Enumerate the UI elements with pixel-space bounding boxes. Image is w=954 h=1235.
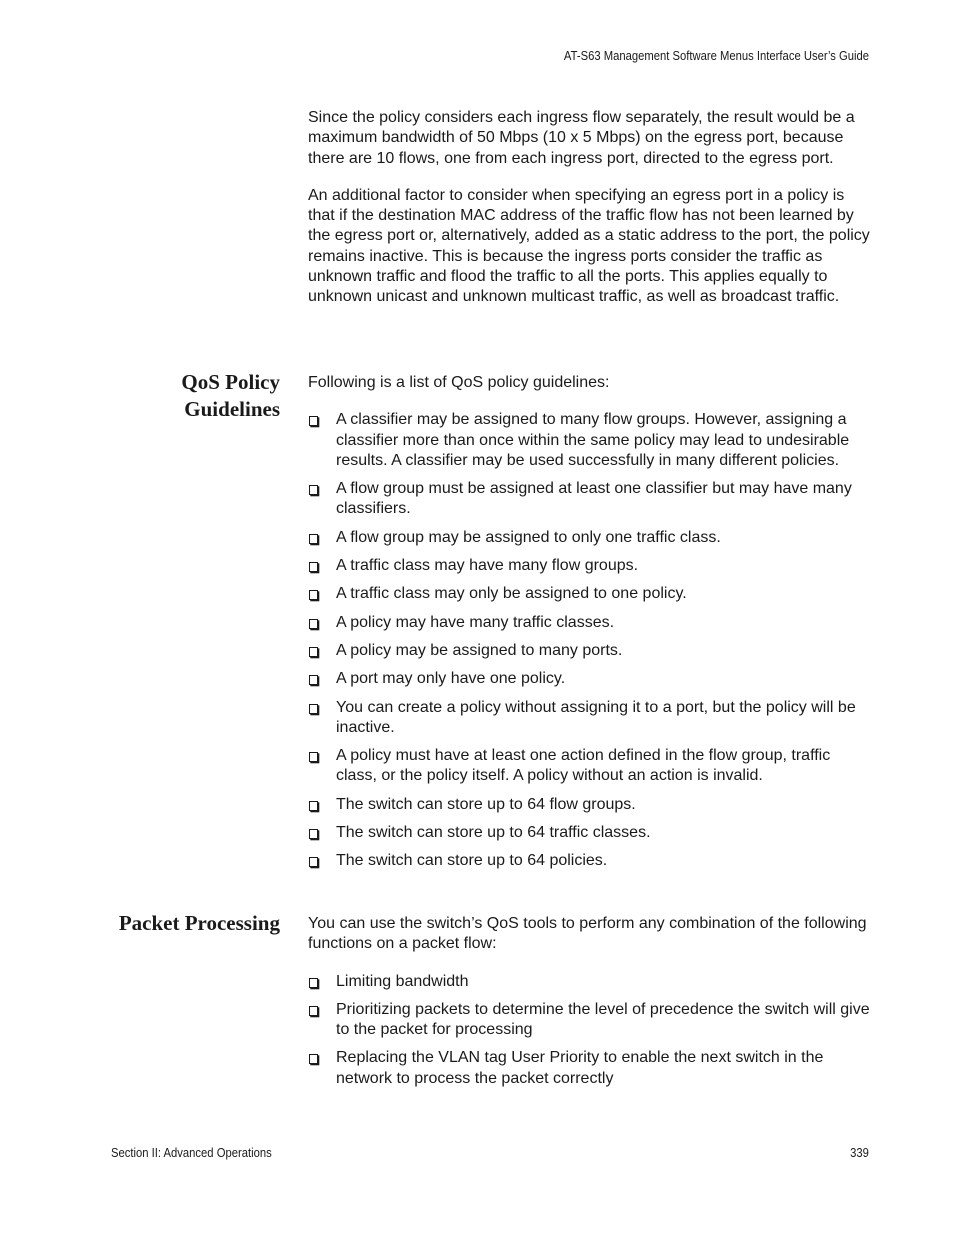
section-body — [308, 373, 870, 880]
list-item — [308, 669, 870, 689]
checkbox-bullet-icon — [309, 647, 318, 657]
section-heading: Packet Processing — [118, 911, 280, 935]
checkbox-bullet-icon — [309, 534, 318, 544]
checkbox-bullet-icon — [309, 704, 318, 714]
section-lead: Following is a list of QoS policy guidelines: — [308, 374, 610, 391]
list-item — [308, 1048, 870, 1089]
list-item — [308, 698, 870, 739]
list-item-text: A policy may have many traffic classes. — [336, 613, 615, 631]
list-item — [308, 528, 870, 548]
checkbox-bullet-icon — [309, 1054, 318, 1064]
section-body — [308, 914, 870, 1097]
checkbox-bullet-icon — [309, 752, 318, 762]
checkbox-bullet-icon — [309, 619, 318, 629]
intro-text — [308, 108, 870, 325]
list-item-text: A classifier may be assigned to many flow groups. However, assigning a classifier more than once within the same policy may lead to undesirable results. A classifier may be used successfully in many different policies. — [336, 411, 850, 469]
list-item-text: The switch can store up to 64 traffic classes. — [336, 824, 651, 842]
list-item — [308, 556, 870, 576]
list-item-text: You can create a policy without assigning it to a port, but the policy will be inactive. — [336, 698, 856, 736]
intro-paragraph: An additional factor to consider when specifying an egress port in a policy is that if the destination MAC address of the traffic flow has not been learned by the egress port or, alternatively, added as a static address to the port, the policy remains inactive. This is because the ingress ports consider the traffic as unknown traffic and flood the traffic to all the ports. This applies equally to unknown unicast and unknown multicast traffic, as well as broadcast traffic. — [308, 186, 870, 306]
checkbox-bullet-icon — [309, 1006, 318, 1016]
section-heading-line: Guidelines — [184, 397, 280, 421]
list-item-text: Replacing the VLAN tag User Priority to enable the next switch in the network to process the packet correctly — [336, 1049, 824, 1087]
list-item-text: A flow group may be assigned to only one traffic class. — [336, 528, 721, 546]
functions-list — [308, 972, 870, 1089]
checkbox-bullet-icon — [309, 562, 318, 572]
running-header: AT-S63 Management Software Menus Interface User’s Guide — [563, 49, 869, 63]
checkbox-bullet-icon — [309, 590, 318, 600]
list-item-text: A policy may be assigned to many ports. — [336, 641, 623, 659]
list-item-text: The switch can store up to 64 flow groups. — [336, 795, 636, 813]
list-item-text: A port may only have one policy. — [336, 670, 566, 688]
list-item-text: A flow group must be assigned at least one classifier but may have many classifiers. — [336, 480, 852, 518]
list-item — [308, 410, 870, 471]
list-item-text: A traffic class may only be assigned to one policy. — [336, 585, 687, 603]
checkbox-bullet-icon — [309, 675, 318, 685]
list-item — [308, 1000, 870, 1041]
footer-section-label: Section II: Advanced Operations — [111, 1146, 272, 1160]
guidelines-list — [308, 410, 870, 871]
list-item — [308, 795, 870, 815]
checkbox-bullet-icon — [309, 801, 318, 811]
list-item — [308, 479, 870, 520]
checkbox-bullet-icon — [309, 416, 318, 426]
checkbox-bullet-icon — [309, 485, 318, 495]
list-item — [308, 584, 870, 604]
list-item-text: A policy must have at least one action defined in the flow group, traffic class, or the policy itself. A policy without an action is invalid. — [336, 747, 831, 785]
section-lead: You can use the switch’s QoS tools to perform any combination of the following functions on a packet flow: — [308, 915, 867, 953]
checkbox-bullet-icon — [309, 978, 318, 988]
intro-paragraph: Since the policy considers each ingress flow separately, the result would be a maximum bandwidth of 50 Mbps (10 x 5 Mbps) on the egress port, because there are 10 flows, one from each ingress port, directed to the egress port. — [308, 109, 855, 167]
list-item-text: Limiting bandwidth — [336, 972, 469, 990]
page-number: 339 — [850, 1146, 869, 1160]
checkbox-bullet-icon — [309, 829, 318, 839]
section-heading-line: QoS Policy — [181, 370, 280, 394]
list-item — [308, 823, 870, 843]
checkbox-bullet-icon — [309, 857, 318, 867]
list-item — [308, 613, 870, 633]
list-item — [308, 851, 870, 871]
section-heading — [80, 369, 280, 423]
list-item-text: Prioritizing packets to determine the level of precedence the switch will give to the packet for processing — [336, 1000, 870, 1039]
list-item — [308, 641, 870, 661]
list-item — [308, 746, 870, 787]
list-item-text: A traffic class may have many flow groups. — [336, 557, 639, 575]
list-item — [308, 972, 870, 992]
list-item-text: The switch can store up to 64 policies. — [336, 852, 608, 870]
